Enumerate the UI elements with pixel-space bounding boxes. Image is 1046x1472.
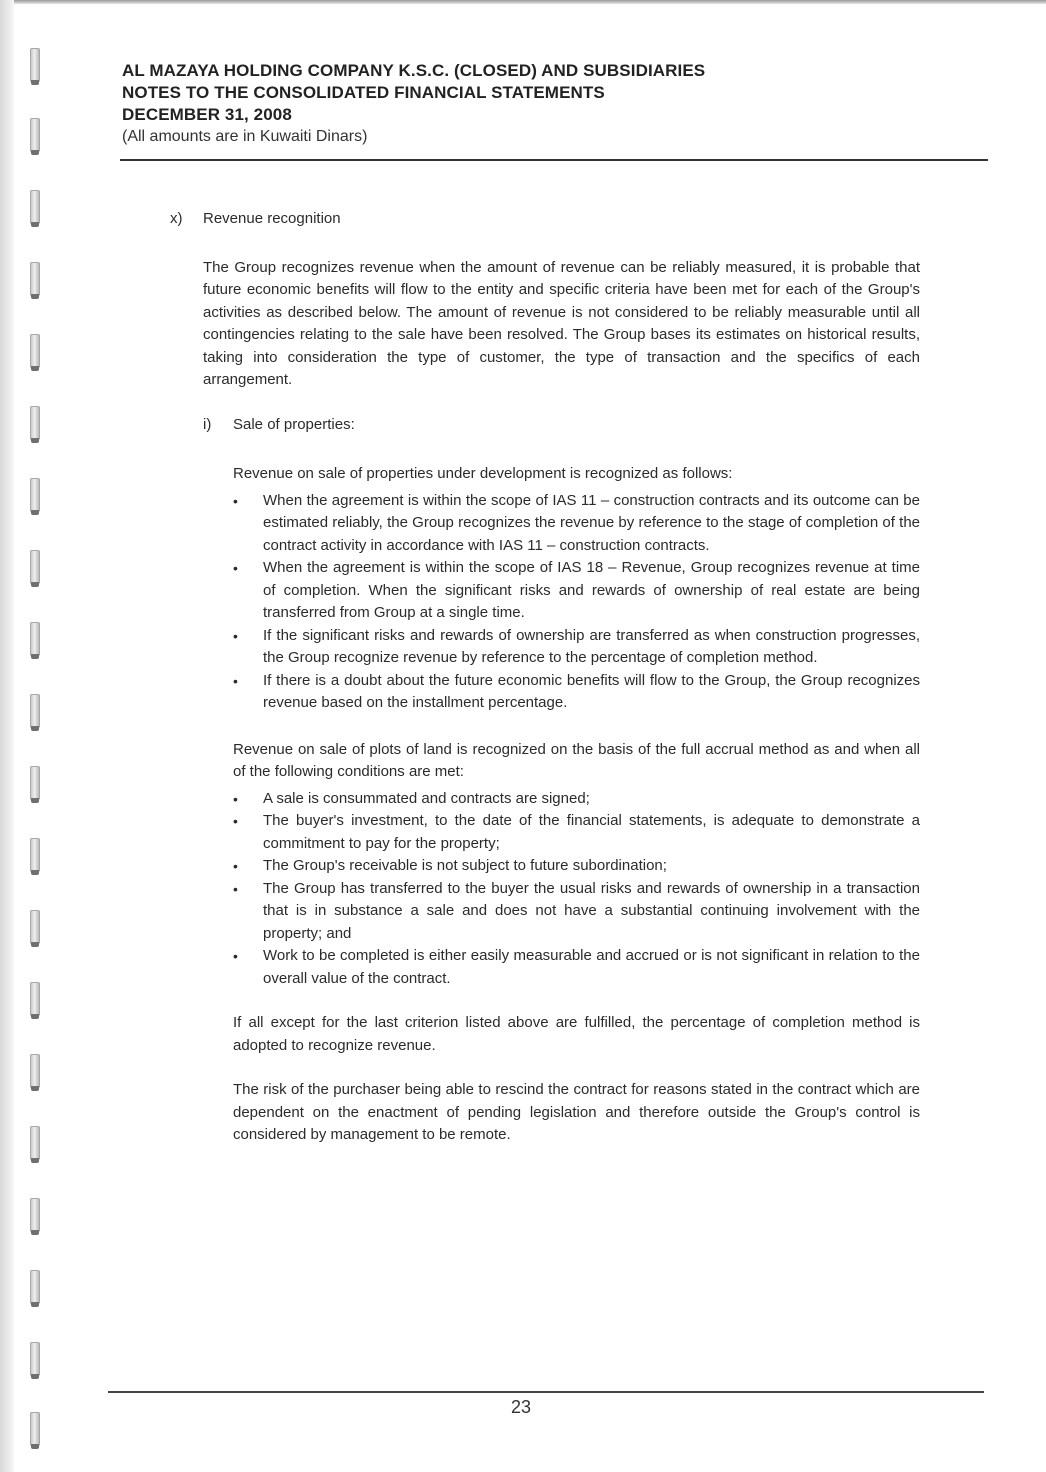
binder-hole (30, 406, 40, 440)
binder-hole (30, 262, 40, 296)
page-top-edge (0, 0, 1046, 4)
document-header (122, 60, 992, 148)
section-number: x) (170, 210, 183, 227)
land-lead-paragraph: Revenue on sale of plots of land is recognized on the basis of the full accrual method as and when all of the following conditions are met: (233, 740, 920, 780)
binder-hole (30, 190, 40, 224)
header-rule (120, 159, 988, 161)
page-number: 23 (510, 1397, 532, 1417)
list-item: • The buyer's investment, to the date of the financial statements, is adequate to demonstrate a commitment to pay for the property; (233, 810, 920, 855)
currency-note: (All amounts are in Kuwaiti Dinars) (122, 128, 368, 145)
properties-bullet-list (233, 490, 920, 715)
properties-lead-paragraph: Revenue on sale of properties under development is recognized as follows: (233, 465, 733, 482)
footer-rule (108, 1391, 984, 1393)
list-item: • When the agreement is within the scope of IAS 18 – Revenue, Group recognizes revenue at time of completion. When the significant risks and rewards of ownership of real estate are being transferred from Group at a single time. (233, 557, 920, 625)
binder-hole (30, 550, 40, 584)
document-title: NOTES TO THE CONSOLIDATED FINANCIAL STATEMENTS (122, 83, 605, 102)
list-item: • When the agreement is within the scope of IAS 11 – construction contracts and its outcome can be estimated reliably, the Group recognizes the revenue by reference to the stage of completion of the contract activity in accordance with IAS 11 – construction contracts. (233, 490, 920, 558)
binder-hole (30, 622, 40, 656)
completion-method-paragraph: If all except for the last criterion listed above are fulfilled, the percentage of completion method is adopted to recognize revenue. (233, 1014, 920, 1054)
list-item: • Work to be completed is either easily measurable and accrued or is not significant in relation to the overall value of the contract. (233, 945, 920, 990)
binding-shadow (0, 0, 14, 1472)
company-name: AL MAZAYA HOLDING COMPANY K.S.C. (CLOSED) AND SUBSIDIARIES (122, 61, 706, 80)
binder-hole (30, 1342, 40, 1376)
binder-hole (30, 838, 40, 872)
binder-hole (30, 118, 40, 152)
binder-hole (30, 478, 40, 512)
binder-hole (30, 1054, 40, 1088)
binder-hole (30, 766, 40, 800)
binder-hole (30, 1198, 40, 1232)
list-item: • If the significant risks and rewards of ownership are transferred as when construction progresses, the Group recognize revenue by reference to the percentage of completion method. (233, 625, 920, 670)
note-content (170, 208, 920, 1147)
list-item: • A sale is consummated and contracts are signed; (233, 788, 920, 811)
binder-hole (30, 910, 40, 944)
binder-hole (30, 1270, 40, 1304)
binder-hole (30, 694, 40, 728)
list-item: • The Group has transferred to the buyer the usual risks and rewards of ownership in a transaction that is in substance a sale and does not have a substantial continuing involvement with the property; and (233, 878, 920, 946)
binder-hole (30, 1126, 40, 1160)
statement-date: DECEMBER 31, 2008 (122, 105, 292, 124)
subsection-number: i) (203, 415, 212, 433)
list-item: • If there is a doubt about the future economic benefits will flow to the Group, the Group recognizes revenue based on the installment percentage. (233, 670, 920, 715)
land-conditions-list (233, 788, 920, 991)
subsection-title: Sale of properties: (233, 415, 355, 433)
binder-hole (30, 48, 40, 82)
section-heading (170, 208, 920, 231)
binder-hole (30, 982, 40, 1016)
rescission-risk-paragraph: The risk of the purchaser being able to rescind the contract for reasons stated in the contract which are dependent on the enactment of pending legislation and therefore outside the Group's control is considered by management to be remote. (233, 1081, 920, 1143)
subsection-heading (203, 414, 920, 437)
section-title: Revenue recognition (203, 210, 341, 227)
revenue-intro-paragraph: The Group recognizes revenue when the amount of revenue can be reliably measured, it is probable that future economic benefits will flow to the entity and specific criteria have been met for each of the Group's activities as described below. The amount of revenue is not considered to be reliably measurable until all contingencies relating to the sale have been resolved. The Group bases its estimates on historical results, taking into consideration the type of customer, the type of transaction and the specifics of each arrangement. (203, 258, 920, 388)
list-item: • The Group's receivable is not subject to future subordination; (233, 855, 920, 878)
binder-hole (30, 334, 40, 368)
